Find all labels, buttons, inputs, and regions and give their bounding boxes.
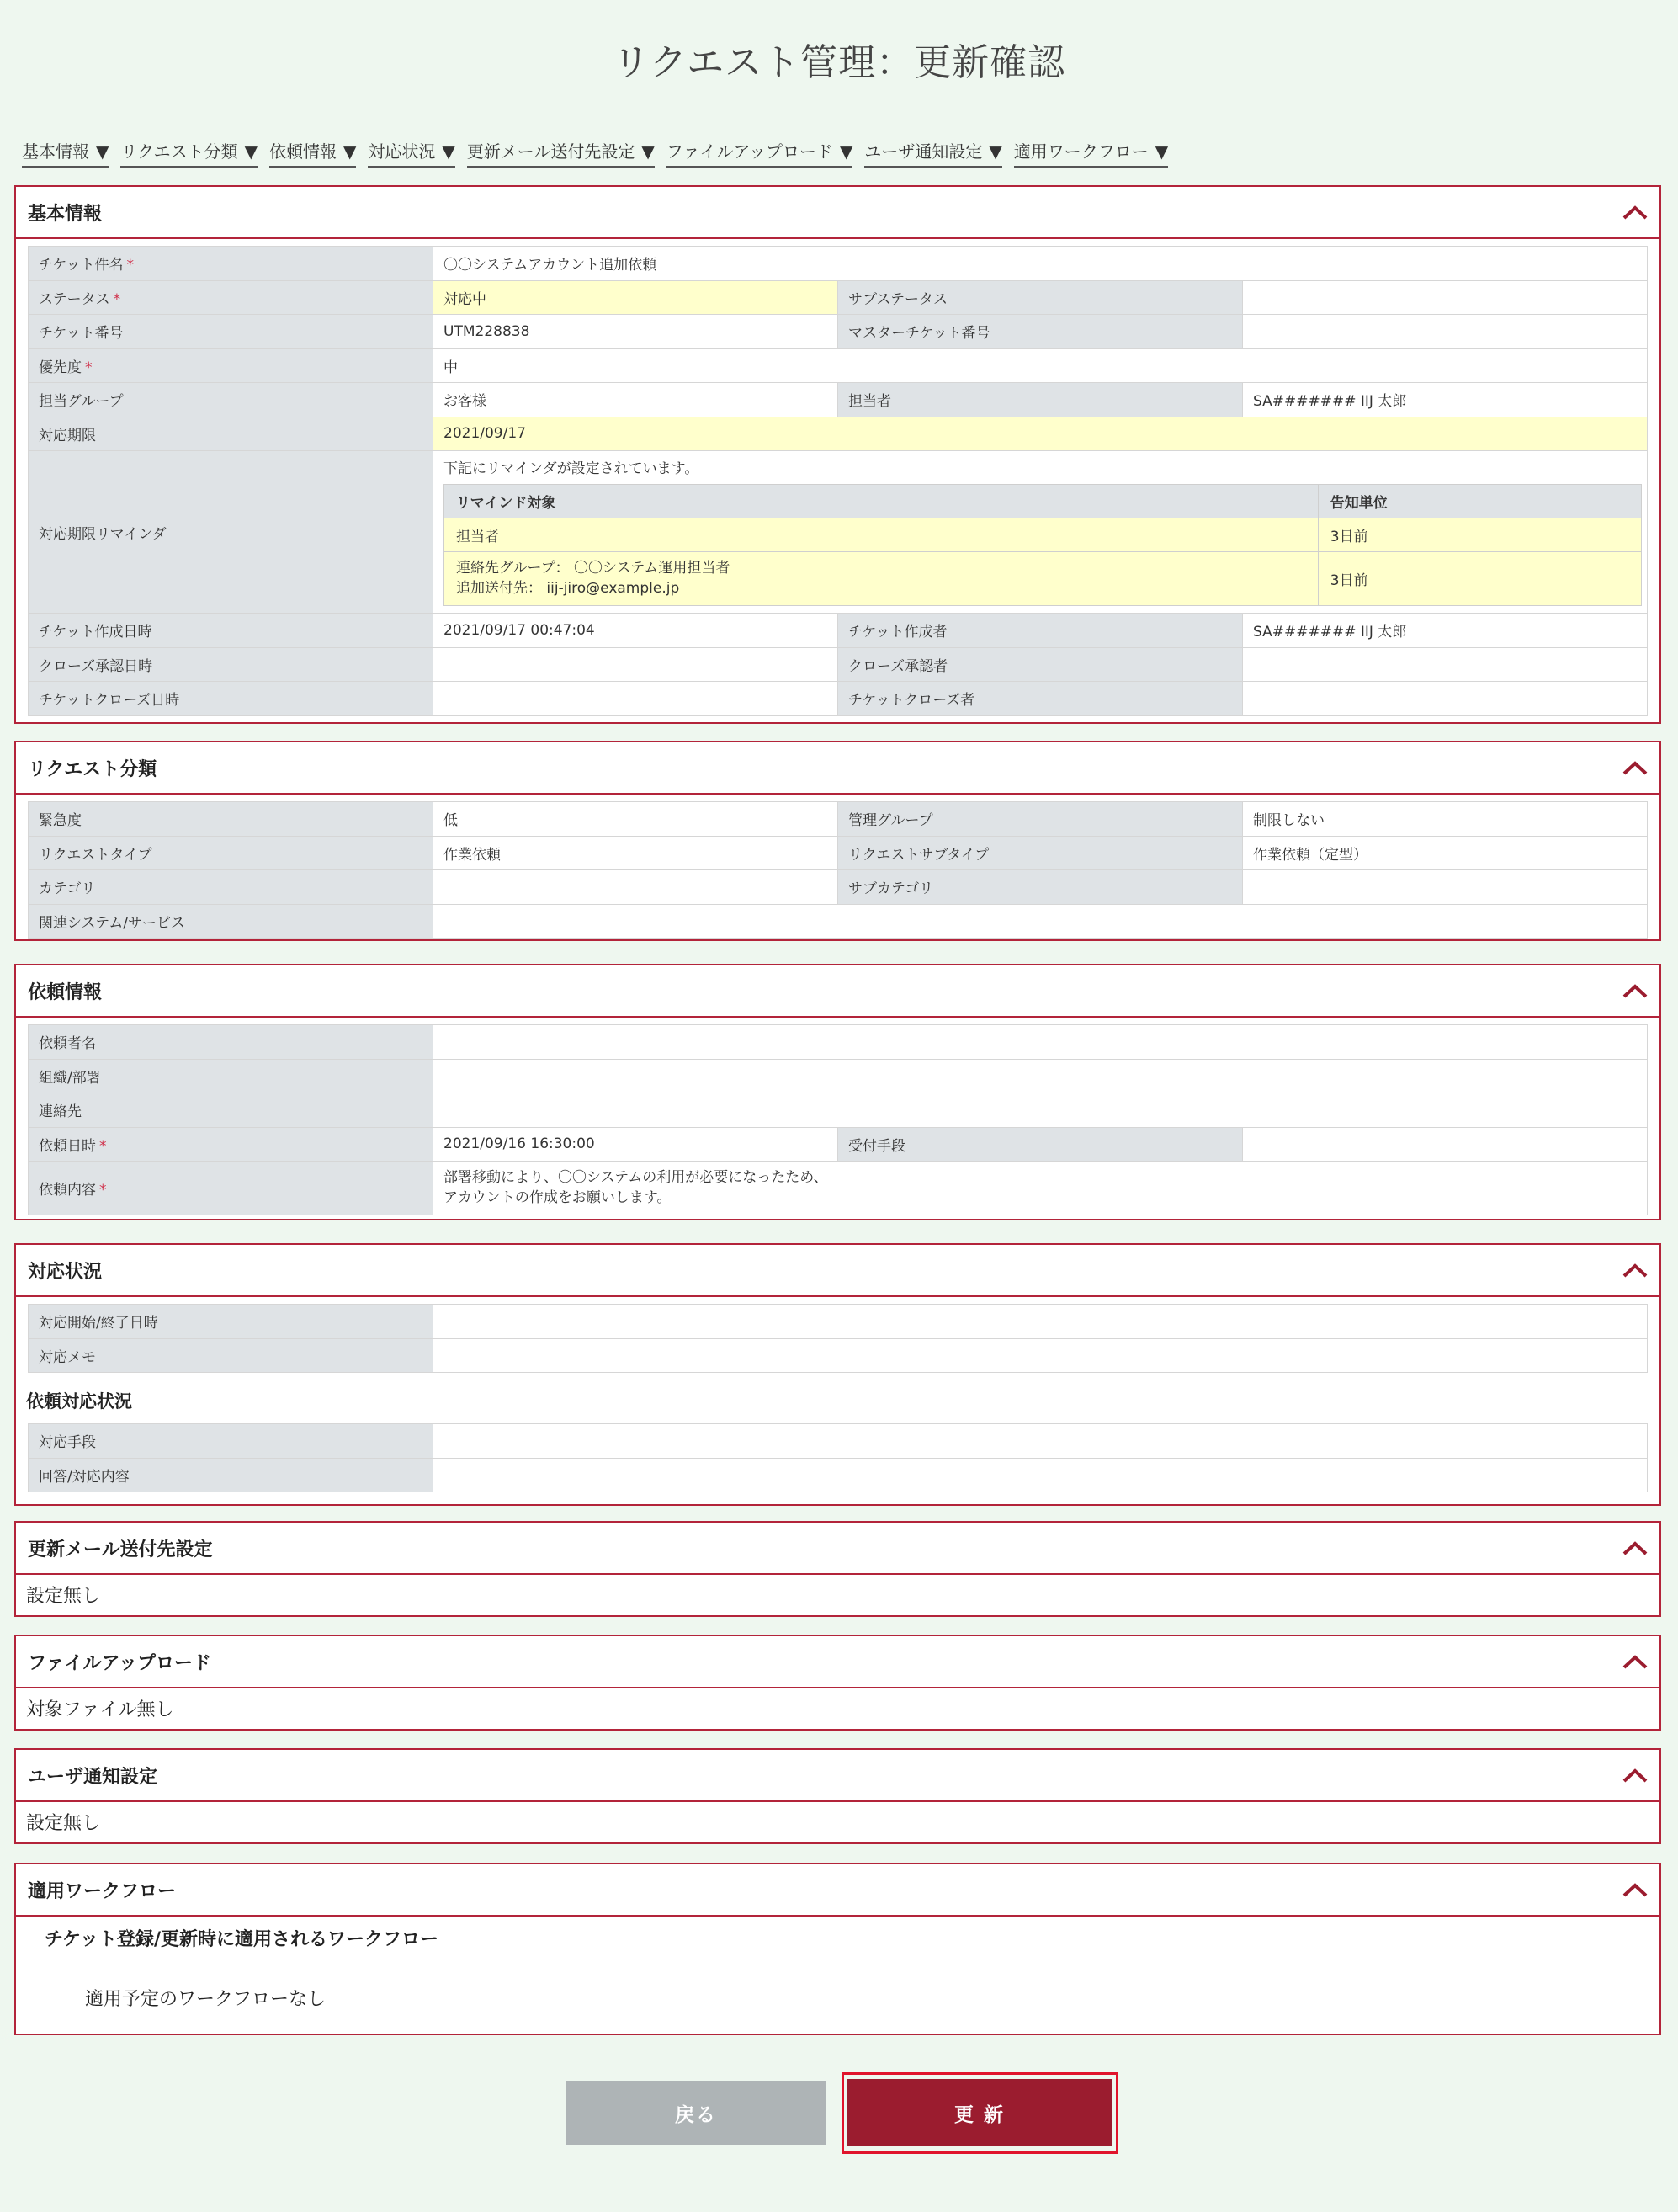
- field-label: リクエストサブタイプ: [838, 836, 1243, 870]
- field-label: ステータス *: [29, 280, 433, 315]
- field-label: 対応メモ: [29, 1338, 433, 1373]
- field-label: 対応期限: [29, 417, 433, 451]
- status-detail-table: [28, 1423, 1648, 1492]
- reminder-unit: 3日前: [1318, 518, 1641, 552]
- req-type-value: 作業依頼: [433, 836, 838, 870]
- field-label: 依頼内容 *: [29, 1162, 433, 1215]
- field-label: マスターチケット番号: [838, 315, 1243, 349]
- reminder-cell: [433, 451, 1648, 614]
- nav-notify[interactable]: ユーザ通知設定 ▼: [864, 138, 1001, 168]
- triangle-down-icon: ▼: [989, 141, 1002, 162]
- nav-basic[interactable]: 基本情報 ▼: [22, 138, 109, 168]
- triangle-down-icon: ▼: [343, 141, 357, 162]
- back-button[interactable]: 戻る: [566, 2081, 826, 2145]
- field-label: サブカテゴリ: [838, 870, 1243, 905]
- field-label: 対応手段: [29, 1424, 433, 1459]
- field-label: 関連システム/サービス: [29, 904, 433, 939]
- subcategory-value: [1243, 870, 1648, 905]
- section-title: 依頼情報: [28, 981, 103, 1003]
- contact-value: [433, 1093, 1648, 1128]
- status-table: [28, 1304, 1648, 1373]
- field-label: チケットクローズ者: [838, 682, 1243, 716]
- nav-category[interactable]: リクエスト分類 ▼: [120, 138, 258, 168]
- field-label: カテゴリ: [29, 870, 433, 905]
- update-button[interactable]: 更 新: [847, 2079, 1112, 2146]
- priority-value: 中: [433, 348, 1648, 383]
- reminder-unit: 3日前: [1318, 552, 1641, 606]
- status-value: 対応中: [433, 280, 838, 315]
- field-label: 管理グループ: [838, 802, 1243, 837]
- field-label: チケット作成日時: [29, 614, 433, 648]
- section-title: ユーザ通知設定: [28, 1766, 158, 1788]
- section-header: [16, 1864, 1659, 1917]
- field-label: 連絡先: [29, 1093, 433, 1128]
- mgmt-group-value: 制限しない: [1243, 802, 1648, 837]
- section-header: [16, 1750, 1659, 1802]
- category-value: [433, 870, 838, 905]
- section-title: 基本情報: [28, 203, 103, 225]
- section-nav: [22, 135, 1168, 168]
- field-label: リクエストタイプ: [29, 836, 433, 870]
- substatus-value: [1243, 280, 1648, 315]
- nav-workflow[interactable]: 適用ワークフロー ▼: [1014, 138, 1168, 168]
- section-notify: [14, 1748, 1661, 1844]
- section-file: [14, 1635, 1661, 1731]
- assignee-value: SA####### IIJ 太郎: [1243, 383, 1648, 417]
- section-mail: [14, 1521, 1661, 1617]
- workflow-text: 適用予定のワークフローなし: [85, 1989, 327, 2010]
- section-workflow: [14, 1863, 1661, 2035]
- field-label: 回答/対応内容: [29, 1458, 433, 1492]
- table-row: [444, 518, 1642, 552]
- section-title: 更新メール送付先設定: [28, 1539, 213, 1561]
- field-label: チケット番号: [29, 315, 433, 349]
- memo-value: [433, 1338, 1648, 1373]
- creator-value: SA####### IIJ 太郎: [1243, 614, 1648, 648]
- section-title: 適用ワークフロー: [28, 1880, 177, 1902]
- channel-value: [1243, 1127, 1648, 1162]
- master-ticket-value: [1243, 315, 1648, 349]
- nav-request[interactable]: 依頼情報 ▼: [269, 138, 356, 168]
- category-table: [28, 801, 1648, 939]
- sub-heading: 依頼対応状況: [26, 1391, 132, 1412]
- field-label: 組織/部署: [29, 1059, 433, 1093]
- period-value: [433, 1305, 1648, 1339]
- chevron-up-icon[interactable]: [1621, 981, 1649, 1001]
- field-label: チケット作成者: [838, 614, 1243, 648]
- urgency-value: 低: [433, 802, 838, 837]
- ticket-name-value: 〇〇システムアカウント追加依頼: [433, 247, 1648, 281]
- field-label: 受付手段: [838, 1127, 1243, 1162]
- reminder-table: [443, 484, 1642, 606]
- field-label: 担当グループ: [29, 383, 433, 417]
- request-date-value: 2021/09/16 16:30:00: [433, 1127, 838, 1162]
- triangle-down-icon: ▼: [839, 141, 853, 162]
- req-subtype-value: 作業依頼（定型）: [1243, 836, 1648, 870]
- column-header: 告知単位: [1318, 485, 1641, 518]
- workflow-subtitle: チケット登録/更新時に適用されるワークフロー: [45, 1929, 439, 1950]
- basic-table: [28, 246, 1648, 716]
- related-value: [433, 904, 1648, 939]
- chevron-up-icon[interactable]: [1621, 1538, 1649, 1558]
- nav-status[interactable]: 対応状況 ▼: [368, 138, 454, 168]
- deadline-value: 2021/09/17: [433, 417, 1648, 451]
- reminder-target: 連絡先グループ： 〇〇システム運用担当者 追加送付先： iij-jiro@example.jp: [444, 552, 1319, 606]
- chevron-up-icon[interactable]: [1621, 1880, 1649, 1900]
- triangle-down-icon: ▼: [1155, 141, 1169, 162]
- triangle-down-icon: ▼: [442, 141, 455, 162]
- close-date-value: [433, 682, 838, 716]
- group-value: お客様: [433, 383, 838, 417]
- field-label: チケット件名 *: [29, 247, 433, 281]
- chevron-up-icon[interactable]: [1621, 758, 1649, 778]
- section-header: [16, 1245, 1659, 1297]
- method-value: [433, 1424, 1648, 1459]
- chevron-up-icon[interactable]: [1621, 1651, 1649, 1672]
- section-category: [14, 741, 1661, 941]
- section-basic: [14, 185, 1661, 724]
- nav-file[interactable]: ファイルアップロード ▼: [666, 138, 853, 168]
- answer-value: [433, 1458, 1648, 1492]
- chevron-up-icon[interactable]: [1621, 1765, 1649, 1785]
- requester-value: [433, 1025, 1648, 1060]
- reminder-target: 担当者: [444, 518, 1319, 552]
- section-header: [16, 1636, 1659, 1688]
- notify-text: 設定無し: [26, 1813, 101, 1834]
- section-header: [16, 965, 1659, 1018]
- field-label: チケットクローズ日時: [29, 682, 433, 716]
- section-header: [16, 1523, 1659, 1575]
- section-request: [14, 964, 1661, 1220]
- close-approve-date-value: [433, 647, 838, 682]
- section-status: [14, 1243, 1661, 1506]
- triangle-down-icon: ▼: [96, 141, 109, 162]
- page-title: リクエスト管理：更新確認: [612, 41, 1066, 84]
- table-row: [444, 552, 1642, 606]
- request-content-value: 部署移動により、〇〇システムの利用が必要になったため、 アカウントの作成をお願いします。: [433, 1162, 1648, 1215]
- section-header: [16, 187, 1659, 239]
- file-text: 対象ファイル無し: [26, 1699, 174, 1720]
- field-label: 依頼者名: [29, 1025, 433, 1060]
- triangle-down-icon: ▼: [641, 141, 655, 162]
- nav-mail[interactable]: 更新メール送付先設定 ▼: [467, 138, 655, 168]
- section-title: 対応状況: [28, 1261, 103, 1283]
- field-label: 依頼日時 *: [29, 1127, 433, 1162]
- section-title: ファイルアップロード: [28, 1652, 212, 1674]
- section-title: リクエスト分類: [28, 758, 157, 780]
- field-label: クローズ承認者: [838, 647, 1243, 682]
- field-label: 担当者: [838, 383, 1243, 417]
- field-label: 緊急度: [29, 802, 433, 837]
- ticket-no-value: UTM228838: [433, 315, 838, 349]
- field-label: 対応期限リマインダ: [29, 451, 433, 614]
- field-label: 対応開始/終了日時: [29, 1305, 433, 1339]
- request-table: [28, 1024, 1648, 1215]
- triangle-down-icon: ▼: [244, 141, 258, 162]
- reminder-note: 下記にリマインダが設定されています。: [443, 460, 699, 477]
- field-label: クローズ承認日時: [29, 647, 433, 682]
- closer-value: [1243, 682, 1648, 716]
- chevron-up-icon[interactable]: [1621, 202, 1649, 222]
- section-header: [16, 742, 1659, 795]
- field-label: 優先度 *: [29, 348, 433, 383]
- chevron-up-icon[interactable]: [1621, 1260, 1649, 1280]
- mail-setting-text: 設定無し: [26, 1586, 101, 1607]
- created-at-value: 2021/09/17 00:47:04: [433, 614, 838, 648]
- field-label: サブステータス: [838, 280, 1243, 315]
- org-value: [433, 1059, 1648, 1093]
- column-header: リマインド対象: [444, 485, 1319, 518]
- close-approver-value: [1243, 647, 1648, 682]
